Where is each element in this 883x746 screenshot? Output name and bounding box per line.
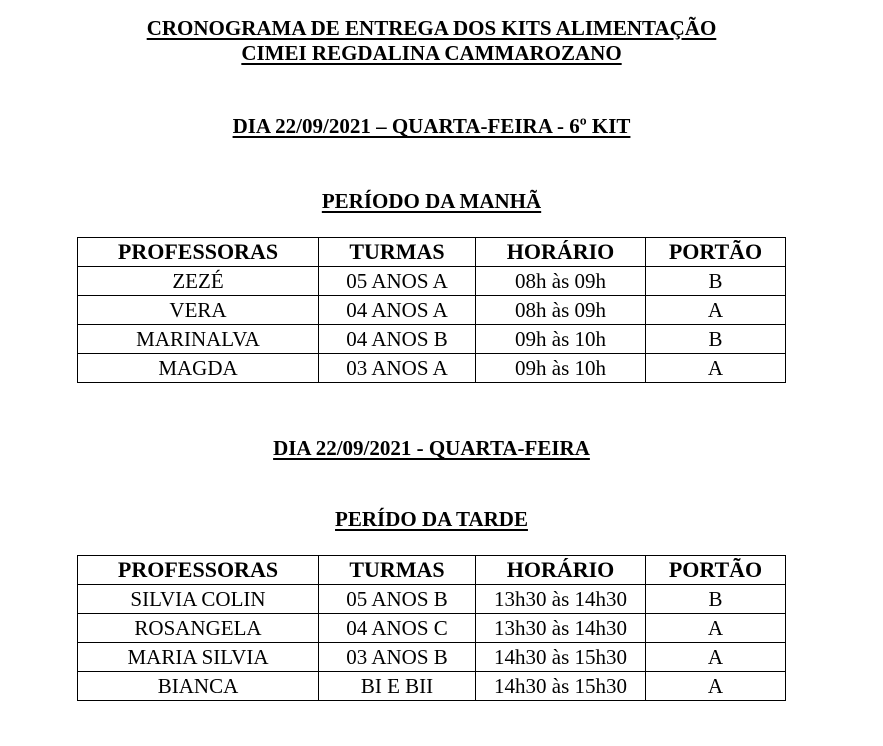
teacher-cell: MARINALVA [78, 325, 319, 354]
time-cell: 14h30 às 15h30 [476, 672, 646, 701]
table-row [78, 585, 786, 614]
column-header-portao: PORTÃO [646, 238, 786, 267]
morning-date-heading [0, 114, 863, 138]
gate-cell: A [646, 354, 786, 383]
class-cell: 04 ANOS C [319, 614, 476, 643]
table-row [78, 614, 786, 643]
teacher-cell: ROSANGELA [78, 614, 319, 643]
gate-cell: A [646, 643, 786, 672]
class-cell: 03 ANOS A [319, 354, 476, 383]
morning-date-text: DIA 22/09/2021 – QUARTA-FEIRA - 6º KIT [232, 114, 631, 138]
class-cell: 03 ANOS B [319, 643, 476, 672]
time-cell: 09h às 10h [476, 354, 646, 383]
gate-cell: A [646, 296, 786, 325]
teacher-cell: VERA [78, 296, 319, 325]
morning-period-heading [0, 189, 863, 213]
class-cell: 04 ANOS A [319, 296, 476, 325]
column-header-professoras: PROFESSORAS [78, 238, 319, 267]
column-header-horario: HORÁRIO [476, 556, 646, 585]
gate-cell: B [646, 585, 786, 614]
afternoon-period-heading [0, 507, 863, 531]
table-header-row [78, 556, 786, 585]
gate-cell: B [646, 267, 786, 296]
document-title-text: CRONOGRAMA DE ENTREGA DOS KITS ALIMENTAÇÃO [146, 16, 717, 40]
afternoon-schedule-table [77, 555, 786, 701]
table-row [78, 672, 786, 701]
time-cell: 14h30 às 15h30 [476, 643, 646, 672]
time-cell: 08h às 09h [476, 267, 646, 296]
column-header-turmas: TURMAS [319, 556, 476, 585]
teacher-cell: MAGDA [78, 354, 319, 383]
afternoon-date-text: DIA 22/09/2021 - QUARTA-FEIRA [273, 436, 590, 460]
afternoon-period-text: PERÍDO DA TARDE [335, 507, 528, 531]
afternoon-date-heading [0, 436, 863, 460]
column-header-turmas: TURMAS [319, 238, 476, 267]
class-cell: BI E BII [319, 672, 476, 701]
column-header-portao: PORTÃO [646, 556, 786, 585]
time-cell: 13h30 às 14h30 [476, 585, 646, 614]
column-header-professoras: PROFESSORAS [78, 556, 319, 585]
time-cell: 13h30 às 14h30 [476, 614, 646, 643]
teacher-cell: ZEZÉ [78, 267, 319, 296]
document-title-line-2 [0, 41, 863, 65]
teacher-cell: BIANCA [78, 672, 319, 701]
table-row [78, 325, 786, 354]
table-header-row [78, 238, 786, 267]
teacher-cell: SILVIA COLIN [78, 585, 319, 614]
time-cell: 09h às 10h [476, 325, 646, 354]
table-row [78, 354, 786, 383]
morning-period-text: PERÍODO DA MANHÃ [321, 189, 542, 213]
time-cell: 08h às 09h [476, 296, 646, 325]
table-row [78, 296, 786, 325]
gate-cell: B [646, 325, 786, 354]
document-title-line-1 [0, 16, 863, 40]
column-header-horario: HORÁRIO [476, 238, 646, 267]
teacher-cell: MARIA SILVIA [78, 643, 319, 672]
morning-schedule-table [77, 237, 786, 383]
class-cell: 05 ANOS A [319, 267, 476, 296]
gate-cell: A [646, 614, 786, 643]
class-cell: 05 ANOS B [319, 585, 476, 614]
table-row [78, 267, 786, 296]
school-name-text: CIMEI REGDALINA CAMMAROZANO [241, 41, 622, 65]
class-cell: 04 ANOS B [319, 325, 476, 354]
table-row [78, 643, 786, 672]
gate-cell: A [646, 672, 786, 701]
